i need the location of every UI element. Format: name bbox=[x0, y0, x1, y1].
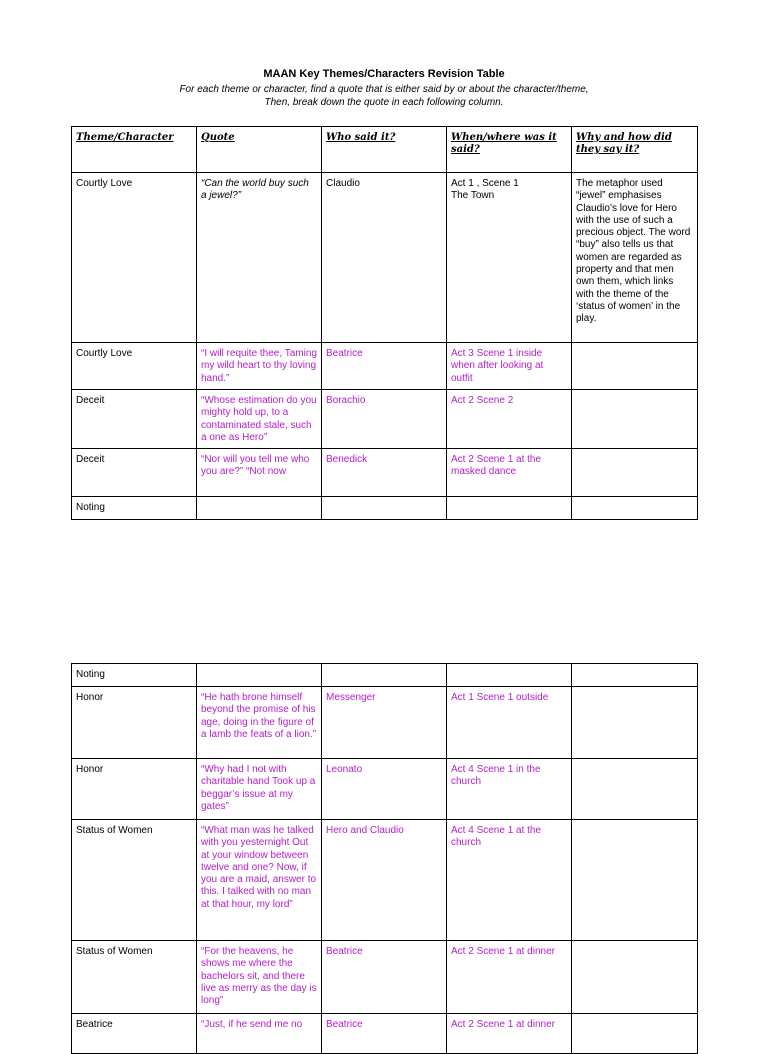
table-row bbox=[72, 820, 698, 941]
table-row bbox=[72, 941, 698, 1014]
header-why: Why and how did they say it? bbox=[572, 127, 698, 173]
revision-table-page1 bbox=[71, 126, 698, 520]
quote-cell: “Just, if he send me no bbox=[197, 1014, 322, 1054]
why-cell bbox=[572, 343, 698, 390]
theme-cell: Courtly Love bbox=[72, 343, 197, 390]
who-cell bbox=[322, 497, 447, 520]
why-cell bbox=[572, 449, 698, 497]
theme-cell: Noting bbox=[72, 664, 197, 687]
quote-cell: “Can the world buy such a jewel?” bbox=[197, 173, 322, 343]
header-who: Who said it? bbox=[322, 127, 447, 173]
who-cell: Borachio bbox=[322, 390, 447, 449]
header-when: When/where was it said? bbox=[447, 127, 572, 173]
when-cell: Act 2 Scene 2 bbox=[447, 390, 572, 449]
quote-cell: “I will requite thee, Taming my wild heart to thy loving hand.” bbox=[197, 343, 322, 390]
quote-cell: “What man was he talked with you yesternight Out at your window between twelve and one? Now, if you are a maid, answer to this. I talked with no man at that hour, my lord” bbox=[197, 820, 322, 941]
why-cell: The metaphor used “jewel” emphasises Claudio’s love for Hero with the use of such a precious object. The word “buy” also tells us that women are regarded as property and that men own them, which links with the theme of the ‘status of women’ in the play. bbox=[572, 173, 698, 343]
table-header-row bbox=[72, 127, 698, 173]
quote-cell: “For the heavens, he shows me where the bachelors sit, and there live as merry as the day is long” bbox=[197, 941, 322, 1014]
table-row bbox=[72, 343, 698, 390]
table-row bbox=[72, 759, 698, 820]
table-row bbox=[72, 173, 698, 343]
why-cell bbox=[572, 820, 698, 941]
who-cell: Leonato bbox=[322, 759, 447, 820]
table-row bbox=[72, 497, 698, 520]
who-cell: Claudio bbox=[322, 173, 447, 343]
instruction-line-2: Then, break down the quote in each following column. bbox=[264, 97, 504, 108]
why-cell bbox=[572, 687, 698, 759]
why-cell bbox=[572, 664, 698, 687]
quote-cell bbox=[197, 664, 322, 687]
why-cell bbox=[572, 759, 698, 820]
revision-table-page2 bbox=[71, 663, 698, 1054]
theme-cell: Beatrice bbox=[72, 1014, 197, 1054]
who-cell: Messenger bbox=[322, 687, 447, 759]
quote-cell: “He hath brone himself beyond the promise of his age, doing in the figure of a lamb the feats of a lion.” bbox=[197, 687, 322, 759]
when-cell bbox=[447, 497, 572, 520]
header-quote: Quote bbox=[197, 127, 322, 173]
theme-cell: Noting bbox=[72, 497, 197, 520]
theme-cell: Deceit bbox=[72, 390, 197, 449]
when-cell: Act 4 Scene 1 in the church bbox=[447, 759, 572, 820]
when-cell: Act 2 Scene 1 at dinner bbox=[447, 941, 572, 1014]
quote-cell bbox=[197, 497, 322, 520]
when-cell bbox=[447, 664, 572, 687]
instruction-line-1: For each theme or character, find a quote that is either said by or about the character/theme, bbox=[179, 84, 589, 95]
why-cell bbox=[572, 497, 698, 520]
when-cell: Act 1 , Scene 1 The Town bbox=[447, 173, 572, 343]
who-cell: Beatrice bbox=[322, 1014, 447, 1054]
quote-cell: “Whose estimation do you mighty hold up, to a contaminated stale, such a one as Hero” bbox=[197, 390, 322, 449]
table-row bbox=[72, 1014, 698, 1054]
who-cell bbox=[322, 664, 447, 687]
who-cell: Hero and Claudio bbox=[322, 820, 447, 941]
theme-cell: Status of Women bbox=[72, 820, 197, 941]
table-row bbox=[72, 390, 698, 449]
header-theme: Theme/Character bbox=[72, 127, 197, 173]
quote-cell: “Why had I not with charitable hand Took up a beggar’s issue at my gates” bbox=[197, 759, 322, 820]
who-cell: Beatrice bbox=[322, 941, 447, 1014]
when-cell: Act 1 Scene 1 outside bbox=[447, 687, 572, 759]
who-cell: Beatrice bbox=[322, 343, 447, 390]
when-cell: Act 2 Scene 1 at the masked dance bbox=[447, 449, 572, 497]
document-title: MAAN Key Themes/Characters Revision Table bbox=[263, 68, 505, 80]
why-cell bbox=[572, 1014, 698, 1054]
why-cell bbox=[572, 941, 698, 1014]
when-cell: Act 4 Scene 1 at the church bbox=[447, 820, 572, 941]
table-row bbox=[72, 449, 698, 497]
table-row bbox=[72, 687, 698, 759]
theme-cell: Honor bbox=[72, 687, 197, 759]
quote-cell: “Nor will you tell me who you are?” “Not now bbox=[197, 449, 322, 497]
when-cell: Act 3 Scene 1 inside when after looking at outfit bbox=[447, 343, 572, 390]
theme-cell: Honor bbox=[72, 759, 197, 820]
table-row bbox=[72, 664, 698, 687]
who-cell: Benedick bbox=[322, 449, 447, 497]
theme-cell: Deceit bbox=[72, 449, 197, 497]
theme-cell: Courtly Love bbox=[72, 173, 197, 343]
when-cell: Act 2 Scene 1 at dinner bbox=[447, 1014, 572, 1054]
theme-cell: Status of Women bbox=[72, 941, 197, 1014]
why-cell bbox=[572, 390, 698, 449]
